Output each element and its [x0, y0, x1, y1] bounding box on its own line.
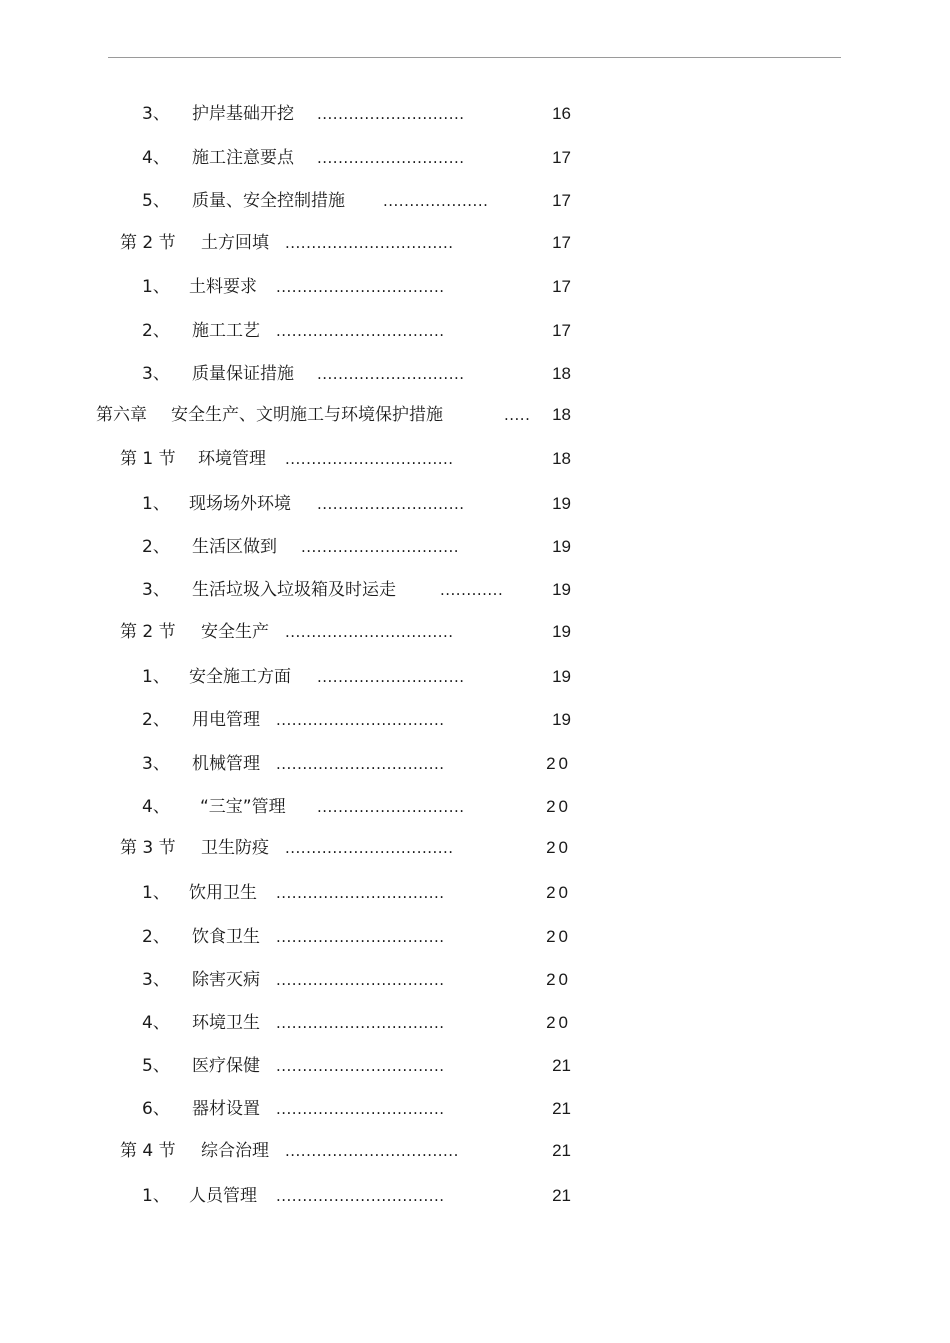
toc-entry-number: 6、 [142, 1099, 170, 1119]
toc-leader-dots: .............................. [301, 538, 460, 556]
toc-entry-number: 1、 [142, 277, 170, 297]
toc-page-number: 20 [546, 1013, 571, 1032]
toc-entry-title: 器材设置 [192, 1099, 260, 1119]
toc-leader-dots: ................................ [276, 711, 445, 729]
toc-entry[interactable] [0, 924, 600, 950]
toc-leader-dots: ................................ [285, 623, 454, 641]
toc-page-number: 17 [552, 191, 571, 210]
toc-leader-dots: ................................ [276, 1187, 445, 1205]
toc-entry[interactable] [0, 274, 600, 300]
toc-leader-dots: ..... [504, 406, 531, 424]
toc-section-entry[interactable] [0, 230, 600, 256]
toc-entry[interactable] [0, 101, 600, 127]
toc-page-number: 21 [552, 1056, 571, 1075]
toc-entry-title: 除害灭病 [192, 970, 260, 990]
toc-section-number: 第 3 节 [120, 838, 176, 858]
toc-entry-title: 施工注意要点 [192, 148, 294, 168]
toc-section-entry[interactable] [0, 1138, 600, 1164]
toc-entry[interactable] [0, 188, 600, 214]
toc-entry[interactable] [0, 664, 600, 690]
toc-page-number: 17 [552, 277, 571, 296]
toc-entry[interactable] [0, 880, 600, 906]
toc-entry-title: 饮用卫生 [189, 883, 257, 903]
toc-entry-title: 机械管理 [192, 754, 260, 774]
toc-leader-dots: ................................ [276, 971, 445, 989]
toc-leader-dots: ................................ [285, 234, 454, 252]
toc-entry[interactable] [0, 1096, 600, 1122]
toc-entry[interactable] [0, 318, 600, 344]
toc-entry[interactable] [0, 1053, 600, 1079]
toc-page-number: 17 [552, 233, 571, 252]
toc-entry[interactable] [0, 145, 600, 171]
toc-page-number: 20 [546, 754, 571, 773]
toc-entry-title: 施工工艺 [192, 321, 260, 341]
toc-leader-dots: ................................ [276, 1057, 445, 1075]
toc-chapter-entry[interactable] [0, 402, 600, 428]
toc-entry-number: 3、 [142, 970, 170, 990]
toc-chapter-number: 第六章 [96, 405, 147, 425]
toc-entry-title: 生活垃圾入垃圾箱及时运走 [192, 580, 396, 600]
toc-page-number: 20 [546, 970, 571, 989]
toc-entry-title: 环境卫生 [192, 1013, 260, 1033]
toc-entry[interactable] [0, 751, 600, 777]
toc-leader-dots: ................................ [276, 1100, 445, 1118]
toc-entry[interactable] [0, 361, 600, 387]
toc-entry-title: 人员管理 [189, 1186, 257, 1206]
toc-entry-title: 安全生产 [201, 622, 269, 642]
toc-entry-number: 3、 [142, 104, 170, 124]
toc-entry-number: 2、 [142, 537, 170, 557]
toc-page-number: 19 [552, 622, 571, 641]
toc-entry-number: 2、 [142, 710, 170, 730]
toc-page-number: 19 [552, 667, 571, 686]
toc-page-number: 19 [552, 537, 571, 556]
toc-entry-title: 土方回填 [201, 233, 269, 253]
toc-entry-number: 3、 [142, 754, 170, 774]
toc-entry[interactable] [0, 534, 600, 560]
toc-entry[interactable] [0, 707, 600, 733]
toc-entry-number: 3、 [142, 364, 170, 384]
toc-section-number: 第 1 节 [120, 449, 176, 469]
toc-page-number: 19 [552, 494, 571, 513]
toc-page-number: 21 [552, 1186, 571, 1205]
toc-entry-number: 5、 [142, 191, 170, 211]
toc-section-number: 第 2 节 [120, 622, 176, 642]
toc-section-entry[interactable] [0, 835, 600, 861]
toc-entry-title: 安全生产、文明施工与环境保护措施 [171, 405, 443, 425]
toc-entry-title: 环境管理 [198, 449, 266, 469]
toc-leader-dots: ................................ [276, 884, 445, 902]
toc-entry-number: 5、 [142, 1056, 170, 1076]
toc-entry-title: “三宝”管理 [200, 797, 286, 817]
toc-page-number: 17 [552, 321, 571, 340]
toc-page-number: 19 [552, 710, 571, 729]
toc-entry-title: 质量保证措施 [192, 364, 294, 384]
toc-leader-dots: ................................ [285, 450, 454, 468]
toc-leader-dots: ................................. [285, 1142, 459, 1160]
toc-page-number: 20 [546, 927, 571, 946]
toc-leader-dots: ................................ [276, 755, 445, 773]
toc-entry-title: 护岸基础开挖 [192, 104, 294, 124]
toc-leader-dots: ............................ [317, 798, 465, 816]
toc-leader-dots: ............................ [317, 105, 465, 123]
toc-entry-number: 1、 [142, 667, 170, 687]
toc-entry-number: 1、 [142, 494, 170, 514]
toc-page-number: 21 [552, 1099, 571, 1118]
toc-leader-dots: ............................ [317, 495, 465, 513]
toc-page-number: 16 [552, 104, 571, 123]
toc-leader-dots: ................................ [276, 1014, 445, 1032]
toc-entry-number: 2、 [142, 321, 170, 341]
toc-page-number: 21 [552, 1141, 571, 1160]
toc-entry-number: 3、 [142, 580, 170, 600]
toc-entry-title: 医疗保健 [192, 1056, 260, 1076]
toc-entry-title: 质量、安全控制措施 [192, 191, 345, 211]
toc-entry-title: 卫生防疫 [201, 838, 269, 858]
toc-entry-title: 用电管理 [192, 710, 260, 730]
toc-page-number: 20 [546, 883, 571, 902]
toc-entry-title: 土料要求 [189, 277, 257, 297]
toc-entry[interactable] [0, 967, 600, 993]
toc-entry[interactable] [0, 491, 600, 517]
toc-section-number: 第 2 节 [120, 233, 176, 253]
toc-section-number: 第 4 节 [120, 1141, 176, 1161]
toc-leader-dots: ................................ [276, 928, 445, 946]
toc-leader-dots: ............................ [317, 149, 465, 167]
toc-page-number: 17 [552, 148, 571, 167]
toc-page-number: 19 [552, 580, 571, 599]
toc-section-entry[interactable] [0, 446, 600, 472]
toc-entry-number: 1、 [142, 883, 170, 903]
toc-entry-title: 饮食卫生 [192, 927, 260, 947]
toc-entry-number: 4、 [142, 797, 170, 817]
toc-page-number: 18 [552, 405, 571, 424]
toc-entry-number: 4、 [142, 1013, 170, 1033]
toc-entry-number: 2、 [142, 927, 170, 947]
toc-entry-title: 现场场外环境 [189, 494, 291, 514]
toc-leader-dots: ............................ [317, 668, 465, 686]
toc-leader-dots: ................................ [276, 322, 445, 340]
toc-page-number: 18 [552, 364, 571, 383]
toc-leader-dots: .................... [383, 192, 489, 210]
toc-entry-number: 1、 [142, 1186, 170, 1206]
toc-page-number: 20 [546, 797, 571, 816]
toc-page-number: 20 [546, 838, 571, 857]
toc-entry-title: 安全施工方面 [189, 667, 291, 687]
toc-entry[interactable] [0, 1010, 600, 1036]
toc-entry[interactable] [0, 794, 600, 820]
toc-leader-dots: ............ [440, 581, 504, 599]
toc-leader-dots: ................................ [285, 839, 454, 857]
toc-entry-number: 4、 [142, 148, 170, 168]
toc-leader-dots: ................................ [276, 278, 445, 296]
toc-leader-dots: ............................ [317, 365, 465, 383]
toc-page-number: 18 [552, 449, 571, 468]
toc-entry-title: 生活区做到 [192, 537, 277, 557]
toc-section-entry[interactable] [0, 619, 600, 645]
toc-entry-title: 综合治理 [201, 1141, 269, 1161]
toc-entry[interactable] [0, 577, 600, 603]
toc-entry[interactable] [0, 1183, 600, 1209]
